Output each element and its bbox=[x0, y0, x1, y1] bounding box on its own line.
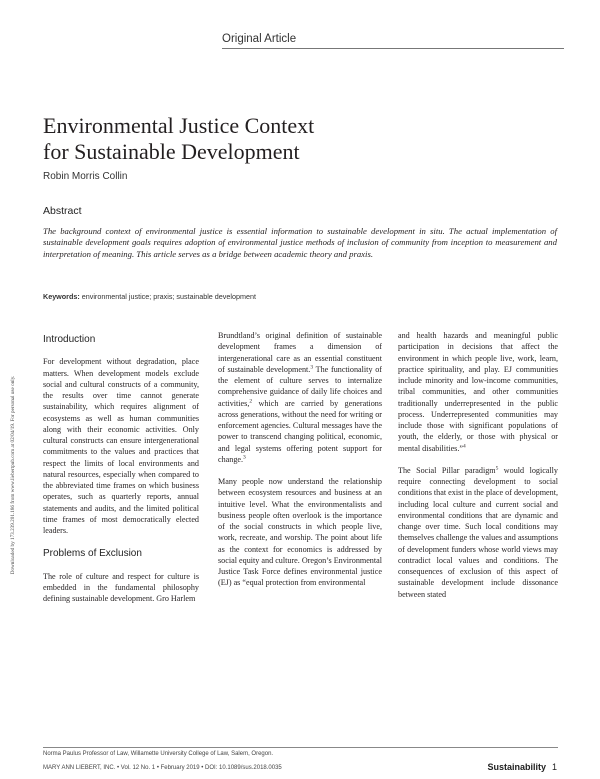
journal-name: Sustainability 1 bbox=[487, 762, 557, 772]
column-3-paragraph-1: and health hazards and meaningful public participation in decisions that affect the environment in which people live, work, learn, practice spirituality, and play. EJ communities include minority and low-income communities, tribal communities, and other communities traditionally underrepresented in the public process. Underrepresented communities may include those with significant populations of youth, the elderly, or those with physical or mental disabilities.”$^4$ bbox=[398, 331, 558, 453]
author-name: Robin Morris Collin bbox=[43, 171, 128, 182]
journal-citation: MARY ANN LIEBERT, INC. • Vol. 12 No. 1 • February 2019 • DOI: 10.1089/sus.2018.0035 bbox=[43, 765, 282, 771]
column-2-paragraph-2: Many people now understand the relationship between ecosystem resources and business at an intuitive level. What the environmentalists and business people often overlook is the importance of the social constructs in which people live, work, recreate, and worship. The point about life as the context for economics is addressed by social equity and culture. Oregon’s Environmental Justice Task Force defines environmental justice (EJ) as “equal protection from environmental bbox=[218, 477, 382, 588]
article-title bbox=[43, 113, 403, 165]
header-rule bbox=[222, 48, 564, 49]
column-2-paragraph-1: Brundtland’s original definition of sustainable development frames a dimension of intergenerational care as an essential constituent of sustainable development.$^3$ The functionality of the element of culture serves to internalize comprehensive guidance of daily life choices and activities,$^2$ which are carried by generations across generations, without the need for writing or enforcement agencies. Cultural messages have the power to transcend changing political, economic, and legal systems offering potent support for change.$^3$ bbox=[218, 331, 382, 464]
keywords-label: Keywords: bbox=[43, 292, 80, 301]
exclusion-heading: Problems of Exclusion bbox=[43, 548, 142, 560]
column-3-paragraph-2: The Social Pillar paradigm$^5$ would logically require connecting development to social conditions that exist in the place of development, including local culture and current social and environmental conditions that are dynamic and change over time. Such local conditions may themselves challenge the values and assumptions of development funders whose world views may contradict local values and conditions. The consequences of exclusion of this aspect of sustainable development include dissonance between stated bbox=[398, 465, 558, 599]
exclusion-paragraph: The role of culture and respect for culture is embedded in the fundamental philosophy defining sustainable development. Gro Harlem bbox=[43, 571, 199, 603]
citation-ref: 4 bbox=[462, 442, 466, 449]
citation-ref: 3 bbox=[310, 364, 314, 371]
citation-ref: 3 bbox=[243, 454, 246, 461]
page-number: 1 bbox=[551, 762, 557, 772]
citation-ref: 2 bbox=[249, 397, 253, 404]
column-1 bbox=[43, 330, 199, 604]
title-line-2: for Sustainable Development bbox=[43, 139, 300, 164]
author-affiliation: Norma Paulus Professor of Law, Willamette University College of Law, Salem, Oregon. bbox=[43, 751, 274, 757]
footnote-rule bbox=[43, 747, 558, 748]
intro-heading: Introduction bbox=[43, 334, 96, 345]
intro-paragraph: For development without degradation, place matters. When development models exclude social and cultural constructs of a community, the results over time cannot generate sustainability, which requires alignment of ecosystems as well as human communities along with their economic activities. Only cultural constructs can ensure intergenerational commitments to the values and practices that respect the limits of local environments and natural resources, especially when compared to the abbreviated time frames on which business operates, such as quarterly reports, annual statements and audits, and the limited political time frames of most democratically elected leaders. bbox=[43, 357, 199, 535]
keywords-list: environmental justice; praxis; sustainable development bbox=[81, 292, 256, 301]
download-sidebar bbox=[6, 240, 20, 710]
keywords bbox=[43, 292, 557, 301]
abstract-text: The background context of environmental justice is essential information to sustainable development in situ. The actual implementation of sustainable development goals requires adoption of environmental justice methods of inclusion of community from inception to measurement and interpretation of meaning. This article serves as a bridge between academic theory and praxis. bbox=[43, 226, 557, 259]
title-line-1: Environmental Justice Context bbox=[43, 113, 315, 138]
citation-ref: 5 bbox=[495, 465, 499, 472]
abstract-heading: Abstract bbox=[43, 205, 82, 217]
column-3 bbox=[398, 330, 558, 600]
section-label: Original Article bbox=[222, 33, 297, 45]
download-note: Downloaded by 173.239.201.186 from www.liebertpub.com at 02/04/19. For personal use only. bbox=[10, 375, 16, 575]
column-2 bbox=[218, 330, 382, 589]
